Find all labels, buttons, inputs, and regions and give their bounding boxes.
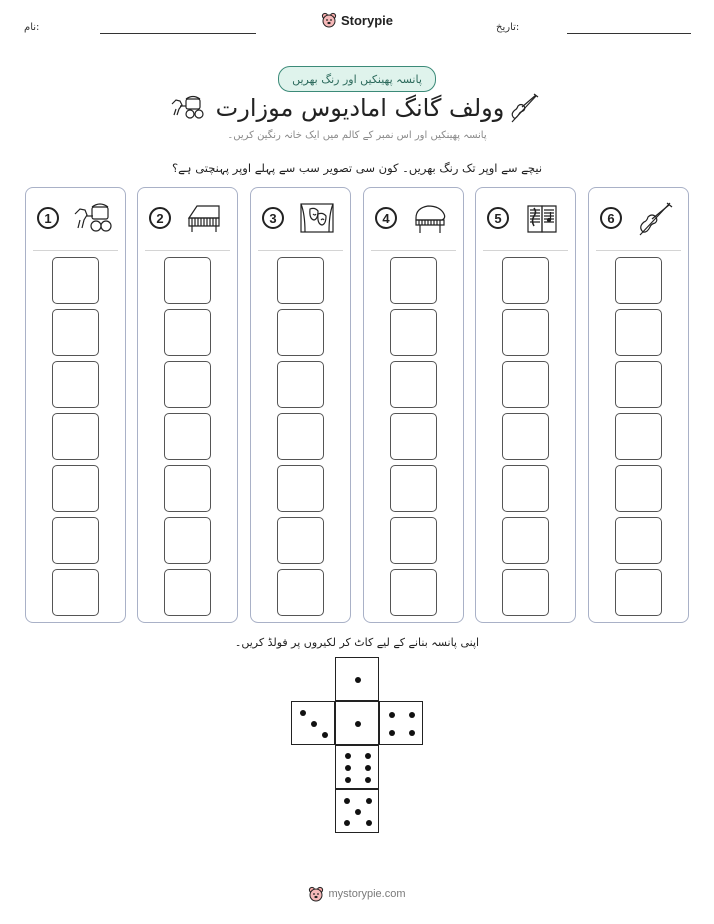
coloring-cell[interactable] (52, 413, 99, 460)
column-number: 6 (600, 207, 622, 229)
die-pip (345, 765, 351, 771)
coloring-cell[interactable] (502, 569, 549, 616)
die-face-3 (291, 701, 335, 745)
column-4 (363, 187, 464, 623)
die-pip (345, 753, 351, 759)
coloring-cell[interactable] (164, 413, 211, 460)
bear-icon (308, 886, 324, 902)
column-divider (145, 250, 230, 251)
coloring-cell[interactable] (502, 361, 549, 408)
coloring-cell[interactable] (615, 257, 662, 304)
die-pip (366, 798, 372, 804)
coloring-cell[interactable] (502, 413, 549, 460)
column-number: 1 (37, 207, 59, 229)
coloring-cell[interactable] (615, 517, 662, 564)
die-pip (366, 820, 372, 826)
coloring-cell[interactable] (164, 257, 211, 304)
date-line (567, 33, 691, 34)
sheet-music-book-icon (520, 200, 564, 236)
column-6 (588, 187, 689, 623)
die-pip (365, 777, 371, 783)
coloring-cell[interactable] (390, 413, 437, 460)
die-pip (355, 721, 361, 727)
die-pip (322, 732, 328, 738)
die-face-4 (379, 701, 423, 745)
coloring-cell[interactable] (52, 257, 99, 304)
die-pip (355, 809, 361, 815)
coloring-cell[interactable] (502, 465, 549, 512)
column-number: 5 (487, 207, 509, 229)
activity-pill: پانسہ پھینکیں اور رنگ بھریں (278, 66, 436, 92)
coloring-cell[interactable] (52, 361, 99, 408)
coloring-cell[interactable] (615, 361, 662, 408)
coloring-cell[interactable] (52, 569, 99, 616)
coloring-cell[interactable] (277, 517, 324, 564)
instruction: نیچے سے اوپر تک رنگ بھریں۔ کون سی تصویر سب سے پہلے اوپر پہنچتی ہے؟ (171, 161, 543, 175)
coloring-cell[interactable] (502, 309, 549, 356)
column-divider (483, 250, 568, 251)
coloring-cell[interactable] (277, 413, 324, 460)
column-2 (137, 187, 238, 623)
coloring-cell[interactable] (502, 257, 549, 304)
die-pip (344, 820, 350, 826)
coloring-cell[interactable] (277, 257, 324, 304)
brand-logo (0, 12, 714, 28)
die-pip (409, 712, 415, 718)
coloring-cell[interactable] (615, 465, 662, 512)
die-pip (311, 721, 317, 727)
coloring-cell[interactable] (52, 465, 99, 512)
coloring-cell[interactable] (502, 517, 549, 564)
grand-piano-icon (408, 200, 452, 236)
column-divider (258, 250, 343, 251)
coloring-cell[interactable] (390, 309, 437, 356)
column-number: 4 (375, 207, 397, 229)
cut-instruction: اپنی پانسہ بنانے کے لیے کاٹ کر لکیروں پر فولڈ کریں۔ (234, 636, 480, 649)
upright-piano-icon (182, 200, 226, 236)
violin-icon (633, 200, 677, 236)
violin-icon (508, 92, 542, 124)
subtitle: پانسہ پھینکیں اور اس نمبر کے کالم میں ایک خانہ رنگین کریں۔ (227, 130, 487, 141)
coloring-cell[interactable] (164, 569, 211, 616)
column-3 (250, 187, 351, 623)
coloring-cell[interactable] (390, 465, 437, 512)
column-number: 2 (149, 207, 171, 229)
coloring-cell[interactable] (277, 569, 324, 616)
coloring-cell[interactable] (390, 517, 437, 564)
coloring-cell[interactable] (164, 309, 211, 356)
coloring-cell[interactable] (164, 517, 211, 564)
coloring-cell[interactable] (277, 465, 324, 512)
brand-name: Storypie (340, 12, 393, 28)
name-label: نام: (24, 22, 40, 33)
die-pip (365, 765, 371, 771)
column-number: 3 (262, 207, 284, 229)
die-pip (389, 712, 395, 718)
column-1 (25, 187, 126, 623)
bear-icon (321, 12, 337, 28)
column-5 (475, 187, 576, 623)
coloring-cell[interactable] (277, 309, 324, 356)
coloring-cell[interactable] (390, 257, 437, 304)
column-divider (596, 250, 681, 251)
die-face-5 (335, 789, 379, 833)
footer-url: mystorypie.com (328, 888, 406, 900)
die-pip (344, 798, 350, 804)
die-pip (300, 710, 306, 716)
coloring-cell[interactable] (390, 569, 437, 616)
column-divider (33, 250, 118, 251)
coloring-cell[interactable] (164, 465, 211, 512)
die-pip (365, 753, 371, 759)
coloring-cell[interactable] (615, 309, 662, 356)
die-pip (355, 677, 361, 683)
page-title: وولف گانگ امادیوس موزارت (215, 94, 505, 122)
die-face-6 (335, 745, 379, 789)
die-pip (345, 777, 351, 783)
die-pip (389, 730, 395, 736)
date-label: تاریخ: (496, 22, 520, 33)
column-divider (371, 250, 456, 251)
name-line (100, 33, 256, 34)
coloring-cell[interactable] (615, 413, 662, 460)
coloring-cell[interactable] (615, 569, 662, 616)
coloring-cell[interactable] (277, 361, 324, 408)
coloring-cell[interactable] (52, 309, 99, 356)
die-pip (409, 730, 415, 736)
theater-masks-icon (295, 200, 339, 236)
die-face-1 (335, 657, 379, 701)
die-face-1 (335, 701, 379, 745)
coloring-cell[interactable] (390, 361, 437, 408)
horse-carriage-icon (70, 200, 114, 236)
coloring-cell[interactable] (164, 361, 211, 408)
footer (0, 886, 714, 902)
coloring-cell[interactable] (52, 517, 99, 564)
